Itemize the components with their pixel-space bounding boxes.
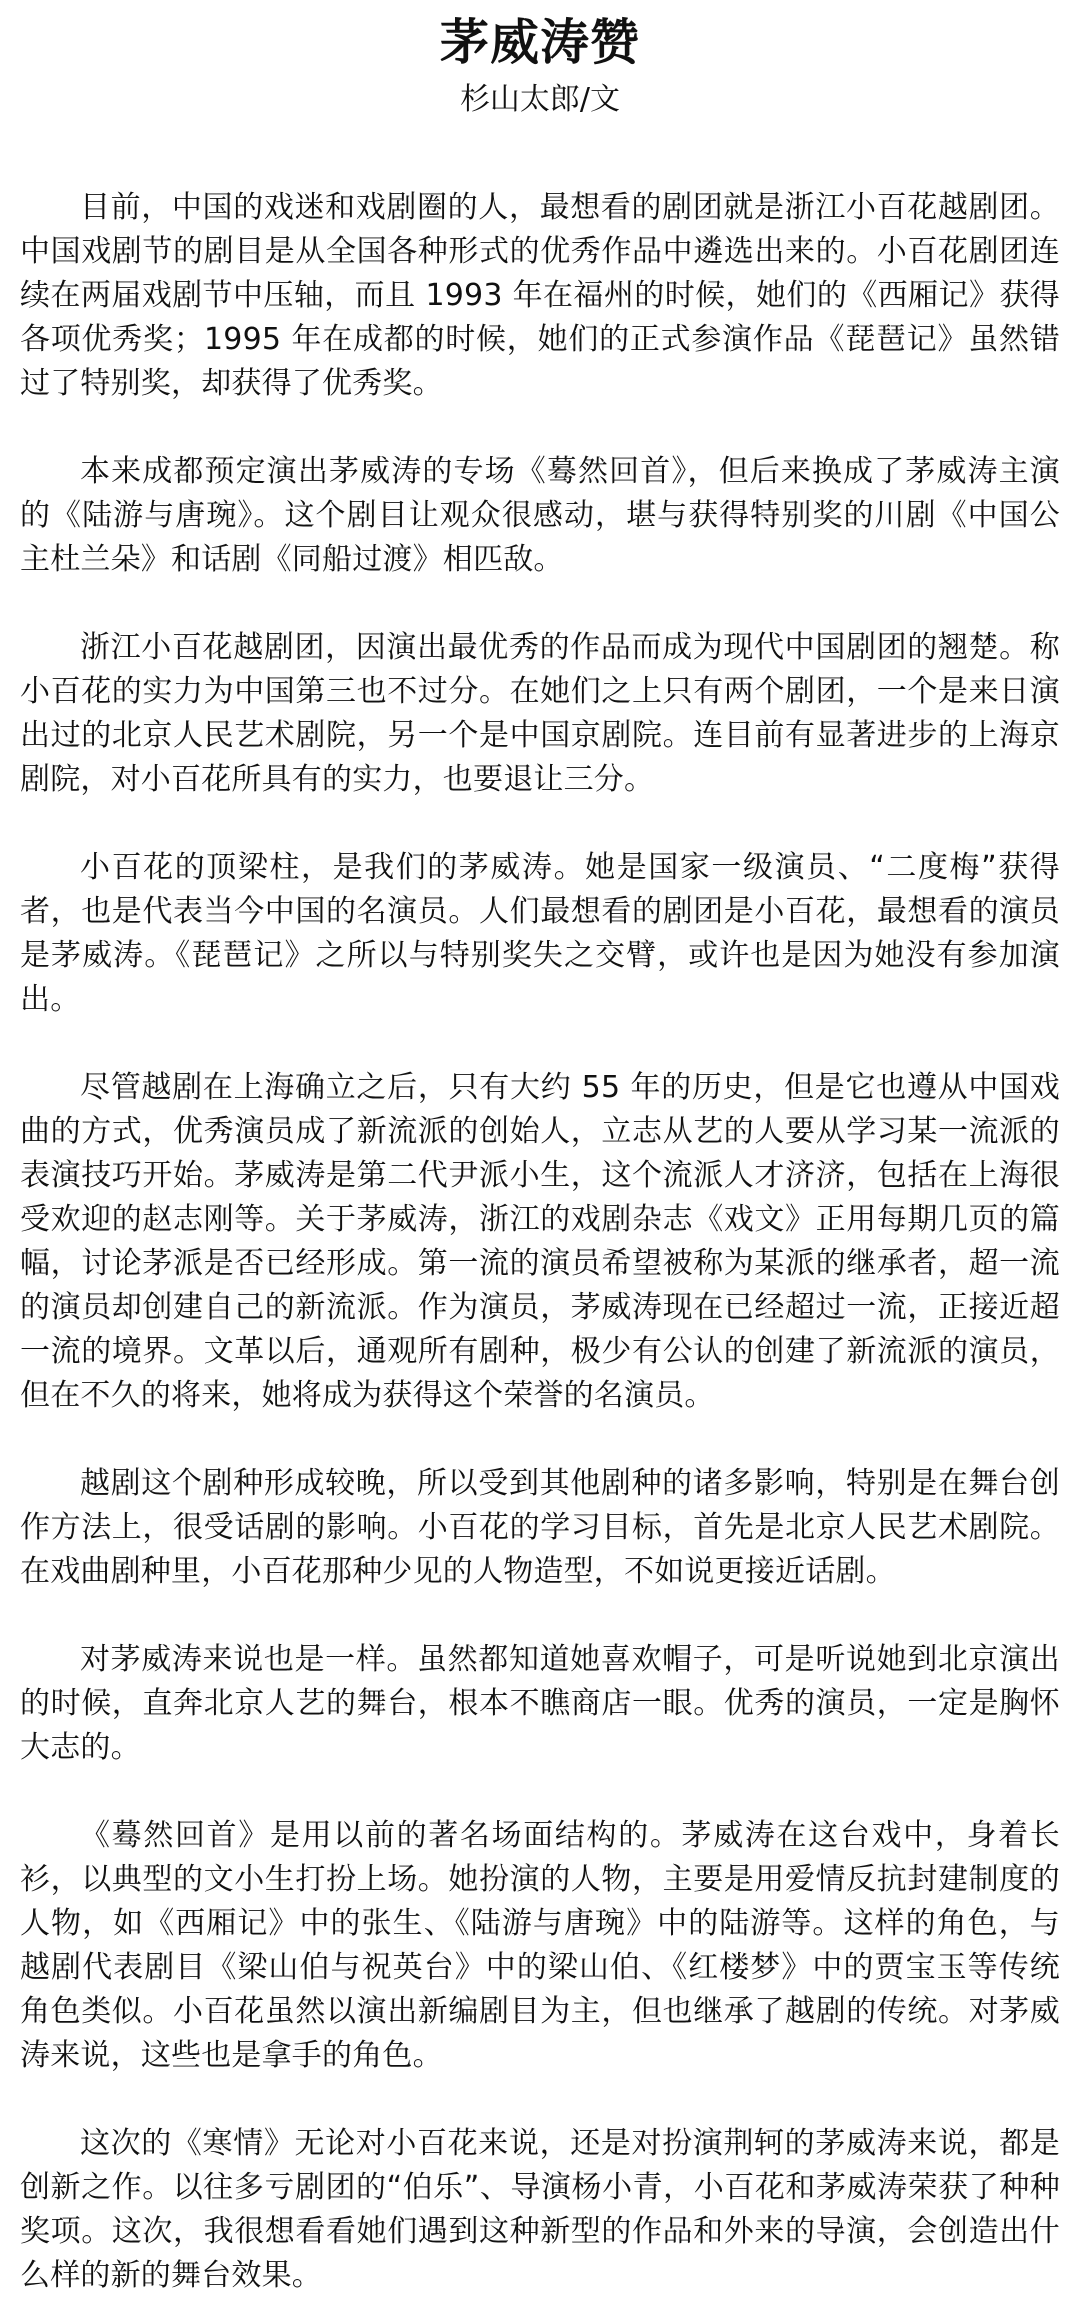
- paragraph-1: 目前，中国的戏迷和戏剧圈的人，最想看的剧团就是浙江小百花越剧团。中国戏剧节的剧目是从全国各种形式的优秀作品中遴选出来的。小百花剧团连续在两届戏剧节中压轴，而且 1993 年在福州的时候，她们的《西厢记》获得各项优秀奖；1995 年在成都的时候，她们的正式参演作品《琵琶记》虽然错过了特别奖，却获得了优秀奖。: [20, 190, 1060, 401]
- paragraph-9: 这次的《寒情》无论对小百花来说，还是对扮演荆轲的茅威涛来说，都是创新之作。以往多亏剧团的“伯乐”、导演杨小青，小百花和茅威涛荣获了种种奖项。这次，我很想看看她们遇到这种新型的作品和外来的导演，会创造出什么样的新的舞台效果。: [20, 2126, 1060, 2293]
- paragraph-7: 对茅威涛来说也是一样。虽然都知道她喜欢帽子，可是听说她到北京演出的时候，直奔北京人艺的舞台，根本不瞧商店一眼。优秀的演员，一定是胸怀大志的。: [20, 1642, 1060, 1765]
- paragraph-5: 尽管越剧在上海确立之后，只有大约 55 年的历史，但是它也遵从中国戏曲的方式，优秀演员成了新流派的创始人，立志从艺的人要从学习某一流派的表演技巧开始。茅威涛是第二代尹派小生，这个流派人才济济，包括在上海很受欢迎的赵志刚等。关于茅威涛，浙江的戏剧杂志《戏文》正用每期几页的篇幅，讨论茅派是否已经形成。第一流的演员希望被称为某派的继承者，超一流的演员却创建自己的新流派。作为演员，茅威涛现在已经超过一流，正接近超一流的境界。文革以后，通观所有剧种，极少有公认的创建了新流派的演员，但在不久的将来，她将成为获得这个荣誉的名演员。: [20, 1070, 1060, 1413]
- article-title: 茅威涛赞: [439, 14, 640, 71]
- article-body: [20, 186, 1060, 2298]
- paragraph-8: 《蓦然回首》是用以前的著名场面结构的。茅威涛在这台戏中，身着长衫，以典型的文小生打扮上场。她扮演的人物，主要是用爱情反抗封建制度的人物，如《西厢记》中的张生、《陆游与唐琬》中的陆游等。这样的角色，与越剧代表剧目《梁山伯与祝英台》中的梁山伯、《红楼梦》中的贾宝玉等传统角色类似。小百花虽然以演出新编剧目为主，但也继承了越剧的传统。对茅威涛来说，这些也是拿手的角色。: [20, 1818, 1060, 2073]
- paragraph-6: 越剧这个剧种形成较晚，所以受到其他剧种的诸多影响，特别是在舞台创作方法上，很受话剧的影响。小百花的学习目标，首先是北京人民艺术剧院。在戏曲剧种里，小百花那种少见的人物造型，不如说更接近话剧。: [20, 1466, 1060, 1589]
- article-author: 杉山太郎/文: [459, 82, 621, 117]
- paragraph-2: 本来成都预定演出茅威涛的专场《蓦然回首》，但后来换成了茅威涛主演的《陆游与唐琬》。这个剧目让观众很感动，堪与获得特别奖的川剧《中国公主杜兰朵》和话剧《同船过渡》相匹敌。: [20, 454, 1060, 577]
- paragraph-4: 小百花的顶梁柱，是我们的茅威涛。她是国家一级演员、“二度梅”获得者，也是代表当今中国的名演员。人们最想看的剧团是小百花，最想看的演员是茅威涛。《琵琶记》之所以与特别奖失之交臂，或许也是因为她没有参加演出。: [20, 850, 1060, 1017]
- paragraph-3: 浙江小百花越剧团，因演出最优秀的作品而成为现代中国剧团的翘楚。称小百花的实力为中国第三也不过分。在她们之上只有两个剧团，一个是来日演出过的北京人民艺术剧院，另一个是中国京剧院。连目前有显著进步的上海京剧院，对小百花所具有的实力，也要退让三分。: [20, 630, 1060, 797]
